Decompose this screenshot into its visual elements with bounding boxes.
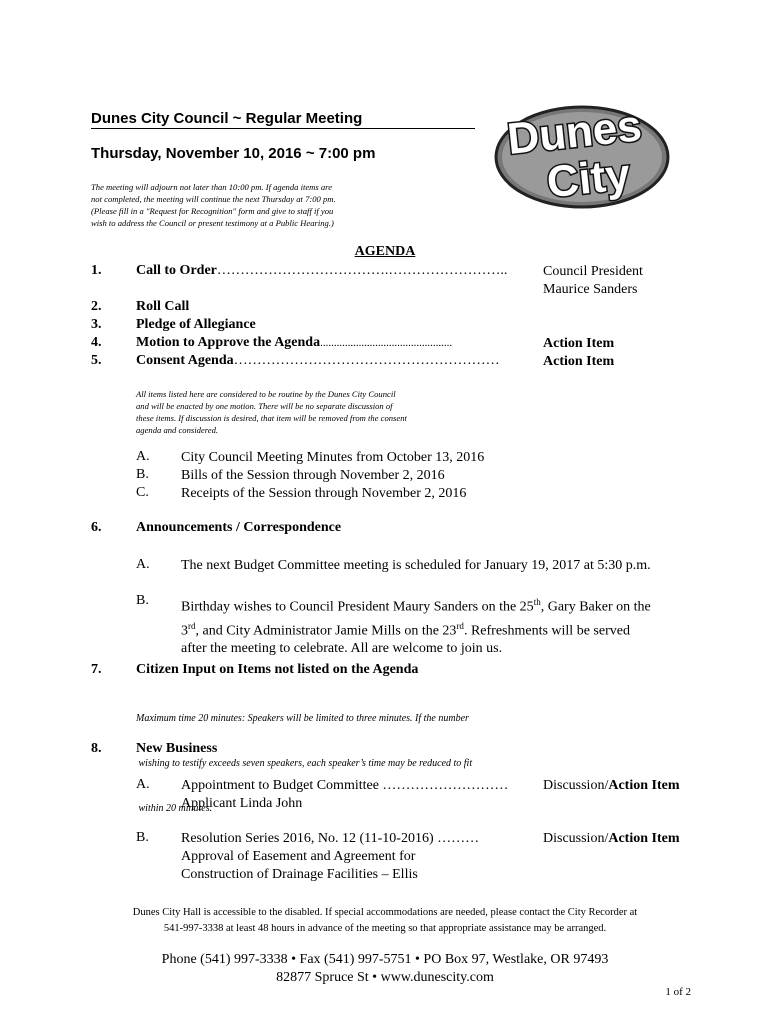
presenter-title: Council President: [543, 264, 643, 279]
intro-line: (Please fill in a "Request for Recognition" form and give to staff if you: [91, 206, 334, 216]
page-number: 1 of 2: [665, 986, 691, 998]
sub-item-letter: A.: [136, 557, 150, 572]
leader-dots: ……………………………….……………………..: [216, 263, 508, 278]
item-label: Citizen Input on Items not listed on the Agenda: [136, 662, 419, 677]
action-item-label: Action Item: [543, 354, 615, 369]
meeting-title: Dunes City Council ~ Regular Meeting: [91, 110, 475, 129]
sub-item-letter: B.: [136, 830, 149, 845]
sub-item-letter: A.: [136, 449, 150, 464]
text: Construction of Drainage Facilities – Ellis: [181, 867, 418, 882]
consent-sub-item: Bills of the Session through November 2, 2016: [181, 468, 445, 483]
item-number: 6.: [91, 520, 102, 535]
sub-item-letter: C.: [136, 485, 149, 500]
item-label: Motion to Approve the Agenda: [136, 335, 321, 350]
text: Approval of Easement and Agreement for: [181, 849, 416, 864]
agenda-item-roll-call: [136, 299, 189, 315]
agenda-item-approve-agenda: [136, 335, 452, 351]
item-number: 2.: [91, 299, 102, 314]
text: Appointment to Budget Committee ………………………: [181, 778, 509, 793]
superscript: th: [533, 597, 541, 607]
superscript: rd: [456, 620, 464, 631]
text: Action Item: [608, 778, 680, 793]
item-number: 3.: [91, 317, 102, 332]
action-item-label: Action Item: [543, 336, 615, 351]
intro-line: The meeting will adjourn not later than 10:00 pm. If agenda items are: [91, 182, 333, 192]
item-label: Pledge of Allegiance: [136, 317, 256, 332]
sub-item-letter: B.: [136, 467, 149, 482]
sub-item-letter: A.: [136, 777, 150, 792]
note-line: within 20 minutes.: [136, 803, 213, 814]
announcement-birthdays: [181, 593, 701, 658]
accessibility-notice: [0, 905, 770, 937]
agenda-item-announcements: [136, 520, 341, 536]
agenda-item-call-to-order: [136, 263, 507, 279]
meeting-date: Thursday, November 10, 2016 ~ 7:00 pm: [91, 145, 376, 162]
intro-line: wish to address the Council or present testimony at a Public Hearing.): [91, 218, 334, 228]
agenda-item-pledge: [136, 317, 256, 333]
item-number: 4.: [91, 335, 102, 350]
note-line: Maximum time 20 minutes: Speakers will be limited to three minutes. If the number: [136, 713, 469, 724]
text: Discussion/: [543, 831, 609, 846]
presenter-name: Maurice Sanders: [543, 282, 638, 297]
text: , and City Administrator Jamie Mills on the 23: [195, 623, 457, 639]
announcement-budget-committee: The next Budget Committee meeting is scheduled for January 19, 2017 at 5:30 p.m.: [181, 558, 651, 573]
text: after the meeting to celebrate. All are welcome to join us.: [181, 641, 503, 657]
text: Resolution Series 2016, No. 12 (11-10-2016) ………: [181, 831, 480, 846]
note-line: All items listed here are considered to be routine by the Dunes City Council: [136, 389, 396, 399]
item-number: 8.: [91, 741, 102, 756]
text: 3: [181, 623, 188, 639]
new-business-resolution: [181, 830, 479, 884]
svg-text:Dunes: Dunes: [505, 101, 644, 164]
agenda-item-new-business: [136, 741, 217, 757]
note-line: wishing to testify exceeds seven speakers, each speaker’s time may be reduced to fit: [136, 758, 473, 769]
text: Applicant Linda John: [181, 796, 303, 811]
leader-dots: …………………………………………………: [233, 353, 500, 368]
item-label: Announcements / Correspondence: [136, 520, 342, 535]
item-number: 5.: [91, 353, 102, 368]
note-line: these items. If discussion is desired, that item will be removed from the consent: [136, 413, 407, 423]
superscript: rd: [188, 620, 196, 631]
svg-text:City: City: [544, 149, 633, 208]
text: , Gary Baker on the: [540, 599, 651, 615]
item-presenter: [543, 263, 643, 299]
text: Phone (541) 997-3338 • Fax (541) 997-5751 • PO Box 97, Westlake, OR 97493: [161, 952, 609, 967]
consent-sub-item: Receipts of the Session through November 2, 2016: [181, 486, 467, 501]
item-label: Call to Order: [136, 263, 217, 278]
text: 541-997-3338 at least 48 hours in advance of the meeting so that appropriate assistance may be arranged.: [163, 923, 607, 934]
text: Dunes City Hall is accessible to the disabled. If special accommodations are needed, please contact the City Recorder at: [132, 907, 638, 918]
contact-info: [0, 951, 770, 987]
dunes-city-logo: [494, 95, 674, 210]
consent-agenda-note: [136, 388, 476, 436]
item-label: Roll Call: [136, 299, 190, 314]
agenda-item-citizen-input: [136, 662, 418, 678]
text: Discussion/: [543, 778, 609, 793]
agenda-item-consent-agenda: [136, 353, 500, 369]
sub-item-letter: B.: [136, 593, 149, 608]
text: 82877 Spruce St • www.dunescity.com: [276, 970, 494, 985]
item-label: New Business: [136, 741, 218, 756]
text: Action Item: [608, 831, 680, 846]
consent-sub-item: City Council Meeting Minutes from October 13, 2016: [181, 450, 485, 465]
item-number: 7.: [91, 662, 102, 677]
meeting-intro-note: [91, 181, 391, 229]
agenda-heading: AGENDA: [354, 244, 416, 259]
discussion-action-label: [543, 830, 680, 848]
intro-line: not completed, the meeting will continue the next Thursday at 7:00 pm.: [91, 194, 336, 204]
leader-dots: ................................................: [320, 337, 453, 349]
note-line: agenda and considered.: [136, 425, 219, 435]
text: Birthday wishes to Council President Maury Sanders on the 25: [181, 599, 534, 615]
item-label: Consent Agenda: [136, 353, 234, 368]
item-number: 1.: [91, 263, 102, 278]
new-business-budget-appointment: [181, 777, 508, 813]
text: . Refreshments will be served: [463, 623, 630, 639]
discussion-action-label: [543, 777, 680, 795]
note-line: and will be enacted by one motion. There will be no separate discussion of: [136, 401, 393, 411]
